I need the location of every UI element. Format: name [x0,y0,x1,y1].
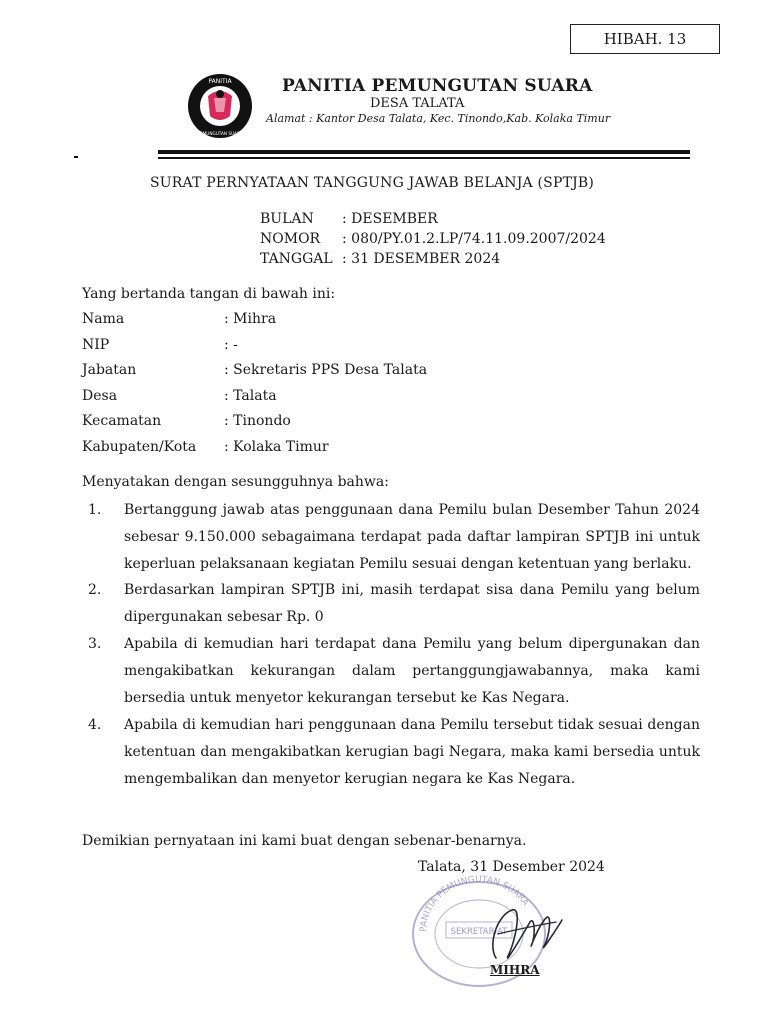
identity-label: Kecamatan [82,413,162,429]
item-text: Berdasarkan lampiran SPTJB ini, masih terdapat sisa dana Pemilu yang belum dipergunakan sebesar Rp. 0 [124,582,700,625]
village-name: DESA TALATA [370,96,465,111]
identity-row [82,311,427,337]
header-rule-thin [158,157,690,159]
item-number: 1. [88,502,102,518]
declaration-intro: Menyatakan dengan sesungguhnya bahwa: [82,474,389,490]
identity-value: : Tinondo [224,413,291,429]
org-name: PANITIA PEMUNGUTAN SUARA [282,76,593,96]
identity-value: : Kolaka Timur [224,438,329,455]
item-text: Bertanggung jawab atas penggunaan dana Pemilu bulan Desember Tahun 2024 sebesar 9.150.000 sebagaimana terdapat pada daftar lampiran SPTJB ini untuk keperluan pelaksanaan kegiatan Pemilu sesuai dengan ketentuan yang berlaku. [124,502,700,572]
list-item [82,631,700,712]
margin-mark [74,156,78,158]
meta-row-bulan [260,209,606,229]
item-number: 4. [88,717,102,733]
document-title: SURAT PERNYATAAN TANGGUNG JAWAB BELANJA (SPTJB) [150,175,595,191]
identity-row [82,413,427,439]
meta-label: BULAN [260,211,314,227]
identity-row [82,337,427,363]
closing-text: Demikian pernyataan ini kami buat dengan sebenar-benarnya. [82,833,527,849]
meta-label: NOMOR [260,231,321,247]
identity-value: : Sekretaris PPS Desa Talata [224,362,428,378]
item-text: Apabila di kemudian hari penggunaan dana Pemilu tersebut tidak sesuai dengan ketentuan dan mengakibatkan kerugian bagi Negara, maka kami bersedia untuk mengembalikan dan menyetor kerugian negara ke Kas Negara. [124,717,700,787]
pps-logo [186,72,254,140]
identity-row [82,362,427,388]
item-number: 3. [88,636,102,652]
item-number: 2. [88,582,102,598]
meta-value: : DESEMBER [342,211,438,227]
stamp-center-text: SEKRETARIAT [450,927,508,937]
identity-label: Desa [82,387,118,404]
meta-label: TANGGAL [260,251,333,267]
declaration-list [82,497,700,793]
identity-label: Jabatan [82,362,137,378]
identity-label: Kabupaten/Kota [82,438,197,455]
place-date: Talata, 31 Desember 2024 [418,859,605,875]
identity-value: : Talata [224,387,277,404]
identity-label: NIP [82,336,110,353]
identity-block [82,311,427,464]
identity-value: : - [224,336,238,353]
identity-row [82,388,427,414]
hibah-badge: HIBAH. 13 [570,24,720,54]
list-item [82,497,700,578]
meta-row-tanggal [260,249,606,269]
list-item [82,577,700,631]
intro-text: Yang bertanda tangan di bawah ini: [82,286,336,302]
identity-label: Nama [82,311,125,327]
stamp-ring-text: PANITIA PEMUNGUTAN SUARA [418,874,531,933]
logo-text-top: PANITIA [208,78,232,85]
meta-row-nomor [260,229,606,249]
signer-name: MIHRA [490,963,540,977]
list-item [82,712,700,793]
identity-value: : Mihra [224,311,277,327]
document-meta [260,209,606,269]
identity-row [82,439,427,465]
header-rule-thick [158,150,690,154]
logo-text-bottom: PEMUNGUTAN SUARA [197,131,243,136]
meta-value: : 080/PY.01.2.LP/74.11.09.2007/2024 [342,231,606,247]
meta-value: : 31 DESEMBER 2024 [342,251,501,267]
org-address: Alamat : Kantor Desa Talata, Kec. Tinondo,Kab. Kolaka Timur [266,112,611,125]
item-text: Apabila di kemudian hari terdapat dana Pemilu yang belum dipergunakan dan mengakibatkan kekurangan dalam pertanggungjawabannya, maka kami bersedia untuk menyetor kekurangan tersebut ke Kas Negara. [124,636,700,706]
